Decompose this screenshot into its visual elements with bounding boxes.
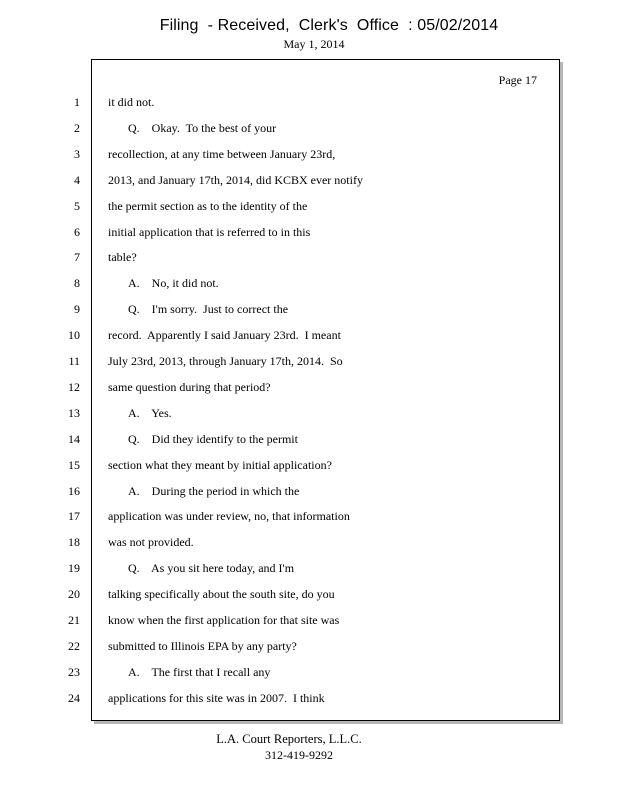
- transcript-line: Q. Okay. To the best of your: [128, 120, 277, 135]
- transcript-line: applications for this site was in 2007. I think: [108, 690, 325, 705]
- filing-stamp: Filing - Received, Clerk's Office : 05/02/2014: [159, 17, 499, 34]
- transcript-line: table?: [108, 250, 137, 265]
- line-number: 3: [74, 146, 80, 161]
- transcript-line: 2013, and January 17th, 2014, did KCBX ever notify: [108, 172, 363, 187]
- transcript-line: same question during that period?: [108, 379, 271, 394]
- transcript-line: the permit section as to the identity of the: [108, 198, 308, 213]
- transcript-date: May 1, 2014: [283, 37, 345, 51]
- line-number: 12: [68, 379, 80, 394]
- transcript-line: Q. As you sit here today, and I'm: [128, 561, 295, 576]
- line-number: 7: [74, 250, 80, 265]
- line-number: 14: [68, 431, 80, 446]
- transcript-line: A. During the period in which the: [128, 483, 300, 498]
- line-number: 15: [68, 457, 80, 472]
- line-number: 13: [68, 405, 80, 420]
- line-number: 10: [68, 328, 80, 343]
- transcript-line: application was under review, no, that information: [108, 509, 350, 524]
- line-number: 22: [68, 638, 80, 653]
- line-number: 18: [68, 535, 80, 550]
- court-reporter-name: L.A. Court Reporters, L.L.C.: [216, 732, 362, 746]
- transcript-line: July 23rd, 2013, through January 17th, 2014. So: [108, 354, 343, 368]
- transcript-line: was not provided.: [108, 535, 194, 550]
- transcript-line: record. Apparently I said January 23rd. I meant: [108, 328, 341, 343]
- page-number: Page 17: [498, 73, 537, 87]
- transcript-line: recollection, at any time between January 23rd,: [108, 146, 336, 161]
- transcript-line: know when the first application for that site was: [108, 613, 340, 627]
- line-number: 19: [68, 561, 80, 576]
- line-number: 6: [74, 224, 80, 239]
- transcript-line: initial application that is referred to in this: [108, 224, 311, 239]
- transcript-line: A. The first that I recall any: [128, 664, 271, 679]
- transcript-line: Q. Did they identify to the permit: [128, 431, 298, 446]
- transcript-line: A. No, it did not.: [128, 276, 219, 291]
- line-number: 5: [74, 198, 80, 213]
- line-number: 23: [68, 664, 80, 679]
- line-number: 4: [74, 172, 80, 187]
- line-number: 21: [68, 613, 80, 627]
- line-number: 16: [68, 483, 80, 498]
- line-number: 1: [74, 95, 80, 109]
- transcript-line: A. Yes.: [128, 405, 172, 420]
- line-number: 9: [74, 302, 80, 317]
- line-number: 11: [68, 354, 80, 368]
- transcript-line: section what they meant by initial application?: [108, 457, 332, 472]
- court-reporter-phone: 312-419-9292: [265, 748, 333, 762]
- line-number: 8: [74, 276, 80, 291]
- transcript-line: submitted to Illinois EPA by any party?: [108, 638, 297, 653]
- line-number: 24: [68, 690, 80, 705]
- transcript-line: Q. I'm sorry. Just to correct the: [128, 302, 289, 317]
- line-number: 17: [68, 509, 80, 524]
- line-number: 20: [68, 587, 80, 602]
- transcript-line: talking specifically about the south site, do you: [108, 587, 335, 602]
- line-number: 2: [74, 120, 80, 135]
- transcript-line: it did not.: [108, 95, 155, 109]
